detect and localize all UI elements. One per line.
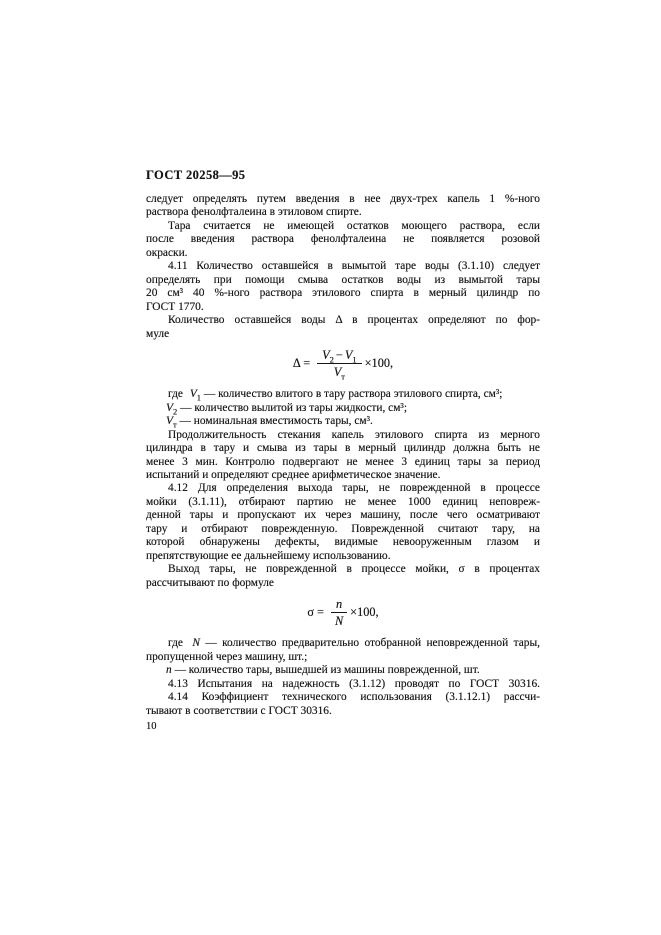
var-v1-subscript: 1 bbox=[196, 392, 202, 403]
var-v1: V bbox=[189, 388, 197, 401]
fraction-denominator bbox=[335, 613, 343, 628]
para-phenolphthalein-note: Тара считается не имеющей остатков моющего раствора, если после введения раствора фенолфталеина не появляется розовой окраски. bbox=[146, 219, 540, 259]
var-vt: V bbox=[166, 415, 173, 428]
var-v1: V bbox=[344, 347, 353, 362]
para-yield-intro: Выход тары, не поврежденной в процессе мойки, σ в процентах рассчитывают по формуле bbox=[146, 563, 540, 589]
minus-sign: − bbox=[335, 347, 343, 362]
defs-water-formula bbox=[146, 388, 540, 428]
var-n: n bbox=[336, 597, 343, 612]
var-vt: V bbox=[333, 365, 342, 380]
def-desc: — количество вылитой из тары жидкости, см³; bbox=[180, 401, 407, 414]
def-desc: — количество влитого в тару раствора этилового спирта, см³; bbox=[203, 388, 503, 401]
var-v2-subscript: 2 bbox=[172, 406, 178, 416]
var-v2: V bbox=[322, 347, 330, 362]
def-item-n bbox=[146, 664, 540, 677]
def-desc: — количество тары, вышедшей из машины поврежденной, шт. bbox=[174, 664, 480, 677]
var-N: N bbox=[334, 614, 344, 629]
var-v1-subscript: 1 bbox=[352, 354, 357, 365]
para-intro-continuation: следует определять путем введения в нее двух-трех капель 1 %-ного раствора фенолфталеина в этиловом спирте. bbox=[146, 193, 540, 219]
formula-water-residue bbox=[146, 347, 540, 382]
var-n: n bbox=[166, 664, 172, 677]
formula-yield bbox=[146, 597, 540, 628]
def-item-vt bbox=[146, 415, 540, 428]
sigma-equals: σ = bbox=[307, 605, 324, 620]
para-4-11: 4.11 Количество оставшейся в вымытой таре воды (3.1.10) следует определять при помощи смыва остатков воды из вымытой тары 20 см³ 40 %-ного раствора этилового спирта в мерный цилиндр по ГОСТ 1770. bbox=[146, 260, 540, 313]
def-desc: — количество предварительно отобранной неповрежденной тары, пропущенной через машину, шт.; bbox=[146, 637, 540, 663]
para-4-12: 4.12 Для определения выхода тары, не поврежденной в процессе мойки (3.1.11), отбирают партию не менее 1000 единиц неповреж- денной тары и пропускают их через машину, после чего осматривают тару и отбирают поврежденную. Поврежденной считают тару, на которой обнаружены дефекты, видимые невооруженным глазом и препятствующие ее дальнейшему использованию. bbox=[146, 482, 540, 562]
var-v2-subscript: 2 bbox=[329, 354, 334, 365]
fraction-denominator bbox=[333, 364, 345, 382]
var-v2: V bbox=[166, 401, 173, 414]
fraction-numerator bbox=[331, 597, 347, 613]
var-vt-subscript: т bbox=[172, 419, 177, 430]
para-formula-delta-intro: Количество оставшейся воды Δ в процентах определяют по фор- муле bbox=[146, 314, 540, 340]
fraction bbox=[317, 347, 361, 382]
fraction-numerator bbox=[317, 348, 361, 364]
text-column bbox=[146, 168, 540, 732]
times-100: ×100, bbox=[364, 356, 394, 371]
var-N: N bbox=[192, 637, 200, 650]
delta-equals: Δ = bbox=[292, 356, 311, 371]
fraction bbox=[331, 597, 347, 628]
defs-yield-formula bbox=[146, 637, 540, 677]
def-desc: — номинальная вместимость тары, см³. bbox=[179, 415, 373, 428]
para-4-14: 4.14 Коэффициент технического использования (3.1.12.1) рассчи- тывают в соответствии с ГОСТ 30316. bbox=[146, 691, 540, 717]
para-4-13: 4.13 Испытания на надежность (3.1.12) проводят по ГОСТ 30316. bbox=[168, 677, 540, 690]
var-vt-subscript: т bbox=[341, 371, 345, 382]
page-header: ГОСТ 20258—95 bbox=[146, 168, 246, 182]
def-item-v2 bbox=[146, 402, 540, 415]
def-intro: где bbox=[168, 388, 183, 401]
page-number: 10 bbox=[146, 721, 157, 733]
def-item-v1 bbox=[146, 388, 540, 401]
def-intro: где bbox=[168, 637, 183, 650]
times-100: ×100, bbox=[350, 605, 379, 620]
para-drain-duration: Продолжительность стекания капель этилового спирта из мерного цилиндра в тару и смыва из тары в мерный цилиндр должна быть не менее 3 мин. Контролю подвергают не менее 3 единиц тары за период испытаний и определяют среднее арифметическое значение. bbox=[146, 428, 540, 481]
def-item-N bbox=[146, 637, 540, 664]
